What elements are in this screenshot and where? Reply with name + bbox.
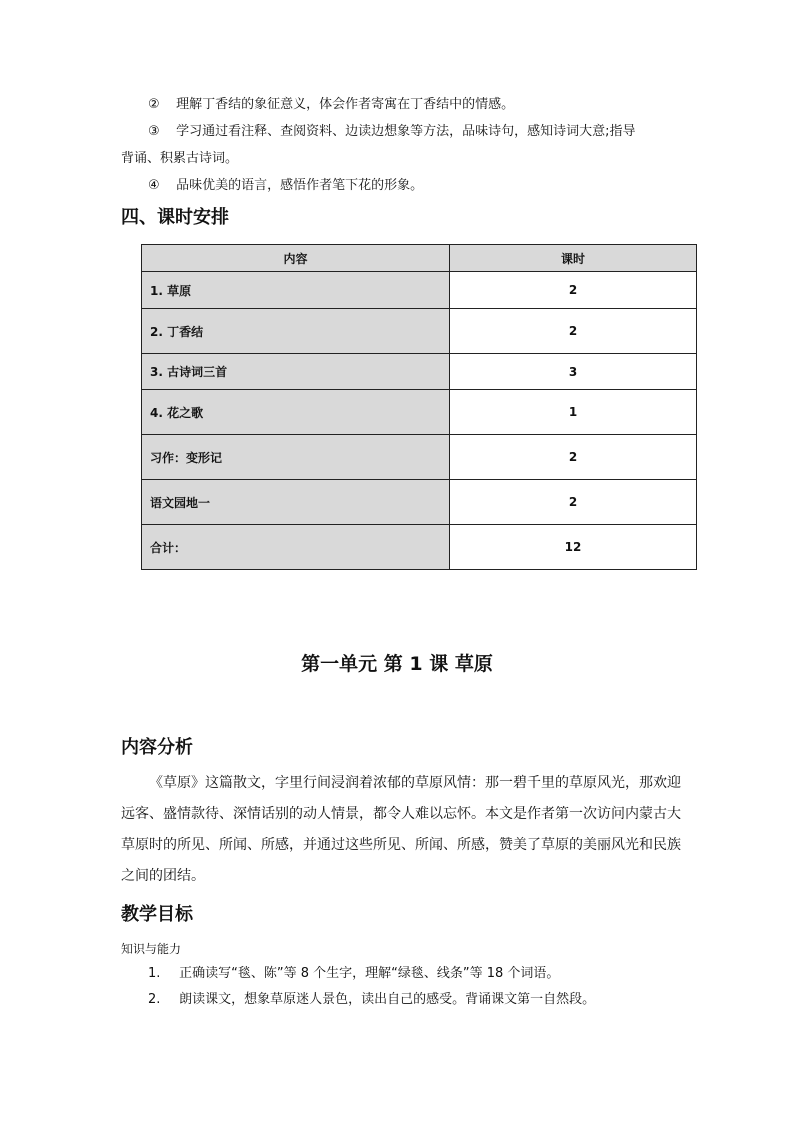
goal-text: 朗读课文，想象草原迷人景色，读出自己的感受。背诵课文第一自然段。 (179, 992, 596, 1007)
table-row (142, 480, 697, 525)
objective-text-continued: 背诵、积累古诗词。 (121, 151, 239, 166)
table-header-row (142, 245, 697, 272)
objective-item-3-continued (121, 145, 238, 172)
subheading-knowledge-ability: 知识与能力 (121, 942, 182, 956)
table-row (142, 390, 697, 435)
goal-item-2 (148, 990, 595, 1010)
column-header-hours: 课时 (450, 245, 697, 272)
row-hours: 2 (450, 480, 697, 525)
row-name: 习作：变形记 (142, 435, 450, 480)
objective-number: ④ (148, 178, 160, 193)
table-row (142, 435, 697, 480)
row-hours: 3 (450, 354, 697, 390)
row-hours: 12 (450, 525, 697, 570)
section-heading-teaching-goals: 教学目标 (121, 904, 193, 925)
schedule-table (141, 244, 697, 570)
objective-text: 品味优美的语言，感悟作者笔下花的形象。 (176, 178, 424, 193)
section-heading-schedule: 四、课时安排 (121, 207, 229, 228)
row-name: 1. 草原 (142, 272, 450, 309)
objective-text: 学习通过看注释、查阅资料、边读边想象等方法，品味诗句，感知诗词大意;指导 (176, 124, 636, 139)
row-name: 3. 古诗词三首 (142, 354, 450, 390)
goal-item-1 (148, 964, 559, 984)
objective-item-2 (148, 91, 514, 118)
row-hours: 2 (450, 435, 697, 480)
objective-number: ② (148, 97, 160, 112)
table-row (142, 354, 697, 390)
table-row-total (142, 525, 697, 570)
row-hours: 2 (450, 272, 697, 309)
section-heading-content-analysis: 内容分析 (121, 737, 193, 758)
goal-text: 正确读写“毯、陈”等 8 个生字，理解“绿毯、线条”等 18 个词语。 (179, 966, 560, 981)
row-name: 语文园地一 (142, 480, 450, 525)
row-hours: 2 (450, 309, 697, 354)
objective-item-3 (148, 118, 636, 145)
row-name: 合计： (142, 525, 450, 570)
table-row (142, 309, 697, 354)
table-row (142, 272, 697, 309)
goal-number: 2. (148, 992, 161, 1007)
goal-number: 1. (148, 966, 161, 981)
content-analysis-paragraph: 《草原》这篇散文，字里行间浸润着浓郁的草原风情：那一碧千里的草原风光，那欢迎远客、盛情款待、深情话别的动人情景，都令人难以忘怀。本文是作者第一次访问内蒙古大草原时的所见、所闻、所感，并通过这些所见、所闻、所感，赞美了草原的美丽风光和民族之间的团结。 (121, 775, 681, 884)
objective-item-4 (148, 172, 423, 199)
column-header-content: 内容 (142, 245, 450, 272)
objective-number: ③ (148, 124, 160, 139)
row-hours: 1 (450, 390, 697, 435)
row-name: 2. 丁香结 (142, 309, 450, 354)
row-name: 4. 花之歌 (142, 390, 450, 435)
objective-text: 理解丁香结的象征意义，体会作者寄寓在丁香结中的情感。 (176, 97, 515, 112)
unit-title: 第一单元 第 1 课 草原 (301, 653, 493, 675)
